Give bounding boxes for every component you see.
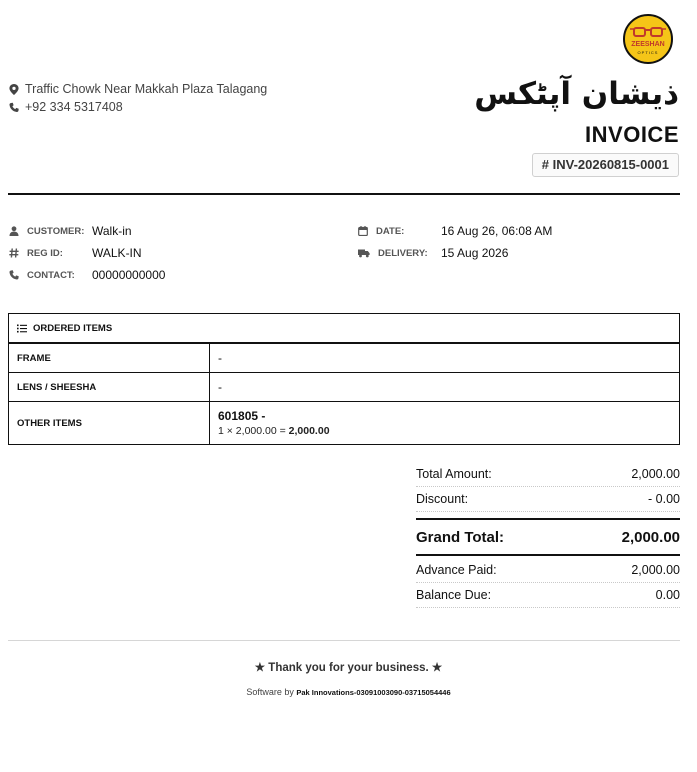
customer-info [9,220,339,286]
invoice-number-badge: # INV-20260815-0001 [532,153,679,177]
row-value: - [218,380,222,394]
balance-due-label: Balance Due: [416,588,492,602]
row-value: - [218,351,222,365]
grand-total-label: Grand Total: [416,528,505,546]
delivery-label: DELIVERY: [378,247,428,259]
row-label: LENS / SHEESHA [9,373,210,401]
grand-total-row [416,518,680,556]
item-line-total: 2,000.00 [288,425,330,437]
address-row [9,80,267,98]
phone-icon [9,102,19,113]
shop-address: Traffic Chowk Near Makkah Plaza Talagang [25,81,268,96]
ordered-items-title: ORDERED ITEMS [33,322,113,334]
phone-row [9,98,267,116]
list-icon [17,324,27,333]
date-value: 16 Aug 26, 06:08 AM [441,224,553,238]
total-amount-row [416,462,680,487]
advance-paid-value: 2,000.00 [631,563,680,577]
phone-icon [9,270,19,280]
discount-label: Discount: [416,492,469,506]
reg-id-label: REG ID: [27,247,63,259]
row-label: OTHER ITEMS [9,402,210,444]
header-divider [8,193,680,195]
date-label: DATE: [376,225,405,237]
table-row [9,402,679,444]
customer-row [9,220,339,242]
table-row [9,344,679,373]
grand-total-value: 2,000.00 [621,528,680,546]
delivery-value: 15 Aug 2026 [441,246,509,260]
reg-id-row [9,242,339,264]
shop-contact [9,80,267,116]
row-label: FRAME [9,344,210,372]
calendar-icon [358,226,368,236]
item-line-detail [218,425,679,437]
document-title: INVOICE [585,122,679,147]
glasses-icon [625,16,671,62]
logo-subtext: OPTICS [637,50,659,55]
shop-name-urdu: ذیشان آپٹکس [474,76,679,112]
shop-logo [623,14,673,64]
balance-due-value: 0.00 [655,588,680,602]
item-code: 601805 - [218,409,266,423]
reg-id-value: WALK-IN [92,246,142,260]
total-amount-label: Total Amount: [416,467,492,481]
order-dates [358,220,680,264]
item-qty-price: 1 × 2,000.00 = [218,425,289,437]
customer-value: Walk-in [92,224,132,238]
delivery-row [358,242,680,264]
software-credit [0,687,697,697]
credit-prefix: Software by [246,687,297,697]
credit-company: Pak Innovations-03091003090-03715054446 [296,688,451,697]
date-row [358,220,680,242]
total-amount-value: 2,000.00 [631,467,680,481]
ordered-items-header [9,314,679,344]
customer-label: CUSTOMER: [27,225,85,237]
thank-you-note: ★ Thank you for your business. ★ [254,662,443,674]
shop-phone: +92 334 5317408 [25,99,123,114]
discount-value: - 0.00 [648,492,680,506]
totals-box [416,462,680,608]
discount-row [416,487,680,512]
logo-text: ZEESHAN [631,41,665,48]
contact-row [9,264,339,286]
table-row [9,373,679,402]
contact-label: CONTACT: [27,269,75,281]
map-marker-icon [9,84,19,95]
ordered-items-table [8,313,680,445]
truck-icon [358,248,370,258]
hash-icon [9,248,19,258]
advance-paid-row [416,558,680,583]
balance-due-row [416,583,680,608]
footer-divider [8,640,680,641]
user-icon [9,226,19,236]
contact-value: 00000000000 [92,268,166,282]
advance-paid-label: Advance Paid: [416,563,497,577]
